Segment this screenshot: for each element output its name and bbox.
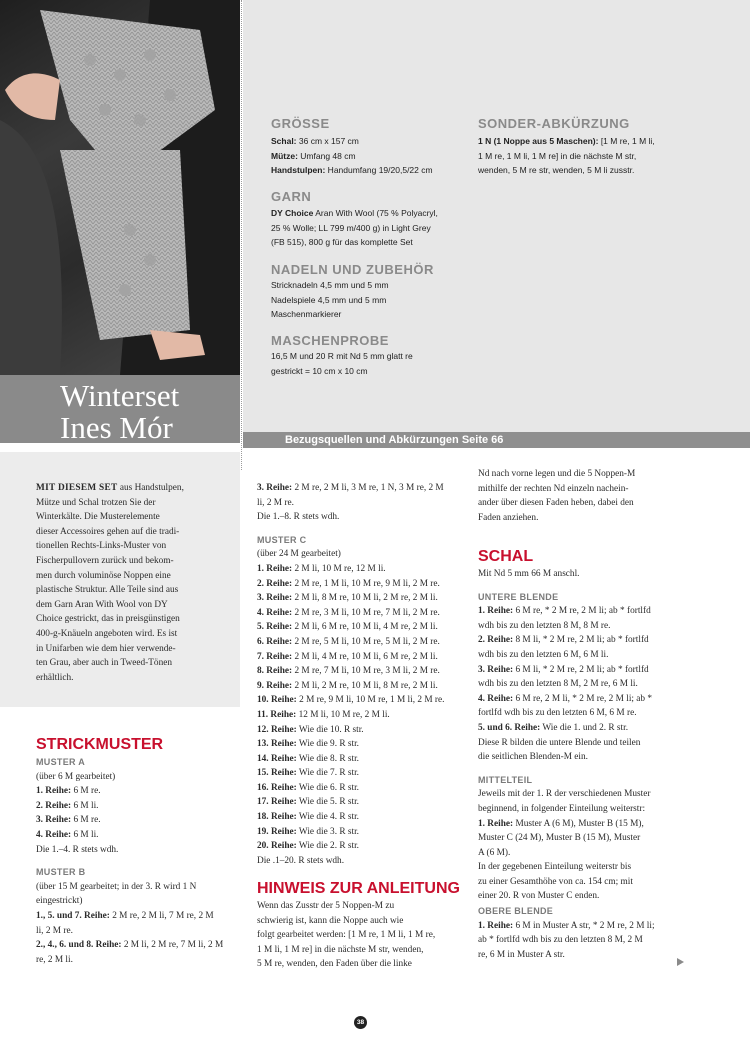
text-line: In der gegebenen Einteilung weiterstr bis — [478, 862, 632, 873]
text-line: Diese R bilden die untere Blende und teilen — [478, 737, 641, 748]
muster-a-row: 1. Reihe: 6 M re. — [36, 786, 101, 797]
muster-b-note: (über 15 M gearbeitet; in der 3. R wird 1 N eingestrickt) — [36, 881, 197, 907]
product-photo — [0, 0, 240, 375]
text-line: einer 20. R von Muster C enden. — [478, 891, 600, 902]
muster-c-row: 12. Reihe: Wie die 10. R str. — [257, 724, 364, 735]
heading-nadeln: NADELN UND ZUBEHÖR — [271, 262, 434, 277]
title-box — [0, 375, 240, 443]
mittelteil-heading: MITTELTEIL — [478, 774, 533, 785]
muster-a-note: (über 6 M gearbeitet) — [36, 771, 116, 782]
text-line: Nd nach vorne legen und die 5 Noppen-M — [478, 469, 636, 479]
heading-hinweis: HINWEIS ZUR ANLEITUNG — [257, 880, 460, 897]
heading-strickmuster: STRICKMUSTER — [36, 736, 164, 753]
hinweis-text — [257, 899, 467, 972]
muster-c-row: 16. Reihe: Wie die 6. R str. — [257, 782, 359, 793]
muster-b-row: 1., 5. und 7. Reihe: 2 M re, 2 M li, 7 M re, 2 M li, 2 M re. — [36, 910, 214, 936]
muster-b-row: 3. Reihe: 2 M re, 2 M li, 3 M re, 1 N, 3 M re, 2 M li, 2 M re. — [257, 483, 444, 508]
untere-row: 2. Reihe: 8 M li, * 2 M re, 2 M li; ab * fortlfd wdh bis zu den letzten 6 M, 6 M li. — [478, 635, 649, 660]
untere-blende-heading: UNTERE BLENDE — [478, 591, 559, 602]
muster-c-row: 13. Reihe: Wie die 9. R str. — [257, 739, 359, 750]
muster-c-row: 7. Reihe: 2 M li, 4 M re, 10 M li, 6 M re, 2 M li. — [257, 651, 438, 662]
column-2 — [257, 481, 467, 868]
groesse-text: Schal: 36 cm x 157 cm Mütze: Umfang 48 cm Handstulpen: Handumfang 19/20,5/22 cm — [271, 136, 433, 175]
muster-c-row: 3. Reihe: 2 M li, 8 M re, 10 M li, 2 M re, 2 M li. — [257, 593, 438, 604]
column-1 — [36, 755, 241, 967]
intro-text: MIT DIESEM SET aus Handstulpen, Mütze und Schal trotzen Sie der Winterkälte. Die Musterelemente dieser Accessoires gehen auf die tradi- tionellen Rechts-Links-Muster von Fischerpullovern zurück und bekom- men durch voluminöse Noppen eine plastische Struktur. Alle Teile sind aus dem Garn Aran With Wool von DY Choice gestrickt, das in preisgünstigen 400-g-Knäueln angeboten wird. Es ist in Unifarben wie dem hier verwende- ten Grau, aber auch in Tweed-Tönen erhältlich. — [36, 483, 184, 683]
untere-row: 3. Reihe: 6 M li, * 2 M re, 2 M li; ab * fortlfd wdh bis zu den letzten 8 M, 2 M re, 6 M li. — [478, 664, 649, 690]
sonder-text: 1 N (1 Noppe aus 5 Maschen): [1 M re, 1 M li, 1 M re, 1 M li, 1 M re] in die nächste M str, wenden, 5 M re str, wenden, 5 M li zusstr. — [478, 136, 655, 175]
untere-row: 1. Reihe: 6 M re, * 2 M re, 2 M li; ab * fortlfd wdh bis zu den letzten 8 M, 8 M re. — [478, 606, 651, 631]
untere-row: 5. und 6. Reihe: Wie die 1. und 2. R str. — [478, 722, 629, 733]
obere-row: 1. Reihe: 6 M in Muster A str, * 2 M re, 2 M li; ab * fortlfd wdh bis zu den letzten 8 M, 2 M re, 6 M in Muster A str. — [478, 920, 655, 960]
schal-intro: Mit Nd 5 mm 66 M anschl. — [478, 569, 580, 579]
obere-blende-heading: OBERE BLENDE — [478, 906, 554, 917]
nadeln-text: Stricknadeln 4,5 mm und 5 mm Nadelspiele 4,5 mm und 5 mm Maschenmarkierer — [271, 280, 389, 319]
muster-c-note: (über 24 M gearbeitet) — [257, 549, 341, 560]
muster-c-row: 17. Reihe: Wie die 5. R str. — [257, 797, 359, 808]
text-line: Wenn das Zusstr der 5 Noppen-M zu — [257, 901, 395, 911]
muster-c-row: 5. Reihe: 2 M li, 6 M re, 10 M li, 4 M re, 2 M li. — [257, 622, 438, 633]
text-line: zu einer Gesamthöhe von ca. 154 cm; mit — [478, 876, 633, 887]
text-line: 5 M re, wenden, den Faden über die linke — [257, 959, 412, 970]
maschenprobe-text: 16,5 M und 20 R mit Nd 5 mm glatt re gestrickt = 10 cm x 10 cm — [271, 351, 413, 376]
muster-c-row: 19. Reihe: Wie die 3. R str. — [257, 826, 359, 837]
muster-c-row: 10. Reihe: 2 M re, 9 M li, 10 M re, 1 M li, 2 M re. — [257, 695, 445, 706]
muster-b-heading: MUSTER B — [36, 867, 86, 878]
muster-b-row: 2., 4., 6. und 8. Reihe: 2 M li, 2 M re, 7 M li, 2 M re, 2 M li. — [36, 940, 224, 965]
mittel-row: 1. Reihe: Muster A (6 M), Muster B (15 M), Muster C (24 M), Muster B (15 M), Muster A (6 M). — [478, 818, 644, 858]
heading-schal: SCHAL — [478, 548, 534, 565]
text-line: 1 M li, 1 M re] in die nächste M str, wenden, — [257, 944, 424, 955]
muster-c-row: 8. Reihe: 2 M re, 7 M li, 10 M re, 3 M li, 2 M re. — [257, 666, 440, 677]
column-3 — [478, 467, 693, 525]
muster-c-rows — [257, 562, 467, 854]
heading-maschenprobe: MASCHENPROBE — [271, 333, 389, 348]
schal-instructions — [478, 567, 693, 962]
muster-c-row: 9. Reihe: 2 M li, 2 M re, 10 M li, 8 M re, 2 M li. — [257, 680, 438, 691]
heading-garn: GARN — [271, 189, 312, 204]
muster-c-row: 2. Reihe: 2 M re, 1 M li, 10 M re, 9 M li, 2 M re. — [257, 578, 440, 589]
muster-c-row: 15. Reihe: Wie die 7. R str. — [257, 768, 359, 779]
page-number: 38 — [354, 1016, 367, 1029]
text-line: beginnend, in folgender Einteilung weiterstr: — [478, 803, 646, 814]
muster-a-repeat: Die 1.–4. R stets wdh. — [36, 844, 119, 855]
text-line: schwierig ist, kann die Noppe auch wie — [257, 915, 404, 926]
garn-text: DY Choice Aran With Wool (75 % Polyacryl, 25 % Wolle; LL 799 m/400 g) in Light Grey (FB 515), 800 g für das komplette Set — [271, 208, 438, 247]
heading-groesse: GRÖSSE — [271, 116, 330, 131]
muster-a-row: 4. Reihe: 6 M li. — [36, 829, 99, 840]
divider — [241, 0, 242, 470]
muster-c-row: 4. Reihe: 2 M re, 3 M li, 10 M re, 7 M li, 2 M re. — [257, 607, 440, 618]
muster-c-row: 6. Reihe: 2 M re, 5 M li, 10 M re, 5 M li, 2 M re. — [257, 636, 440, 647]
heading-sonder: SONDER-ABKÜRZUNG — [478, 116, 630, 131]
muster-c-row: 14. Reihe: Wie die 8. R str. — [257, 753, 359, 764]
muster-c-repeat: Die .1–20. R stets wdh. — [257, 855, 345, 866]
muster-a-heading: MUSTER A — [36, 757, 86, 767]
muster-a-row: 3. Reihe: 6 M re. — [36, 815, 101, 826]
text-line: Jeweils mit der 1. R der verschiedenen Muster — [478, 789, 651, 800]
reference-text: Bezugsquellen und Abkürzungen Seite 66 — [285, 434, 504, 446]
continue-arrow-icon — [677, 958, 684, 966]
untere-row: 4. Reihe: 6 M re, 2 M li, * 2 M re, 2 M li; ab * fortlfd wdh bis zu den letzten 6 M, 6 M re. — [478, 693, 653, 719]
text-line: die seitlichen Blenden-M ein. — [478, 752, 588, 763]
text-line: ander über diesen Faden heben, dabei den — [478, 498, 634, 509]
muster-c-row: 1. Reihe: 2 M li, 10 M re, 12 M li. — [257, 563, 386, 574]
title-line1: Winterset — [60, 378, 180, 413]
title-line2: Ines Mór — [60, 410, 173, 445]
text-line: folgt gearbeitet werden: [1 M re, 1 M li, 1 M re, — [257, 930, 436, 941]
muster-c-row: 11. Reihe: 12 M li, 10 M re, 2 M li. — [257, 709, 390, 720]
muster-a-row: 2. Reihe: 6 M li. — [36, 800, 99, 811]
muster-c-heading: MUSTER C — [257, 534, 307, 545]
wool-gloves-illustration — [0, 0, 240, 375]
muster-c-row: 20. Reihe: Wie die 2. R str. — [257, 841, 359, 852]
reference-bar — [243, 432, 750, 448]
muster-c-row: 18. Reihe: Wie die 4. R str. — [257, 812, 359, 823]
text-line: mithilfe der rechten Nd einzeln nachein- — [478, 483, 629, 494]
muster-b-repeat: Die 1.–8. R stets wdh. — [257, 512, 340, 523]
text-line: Faden anziehen. — [478, 512, 539, 523]
